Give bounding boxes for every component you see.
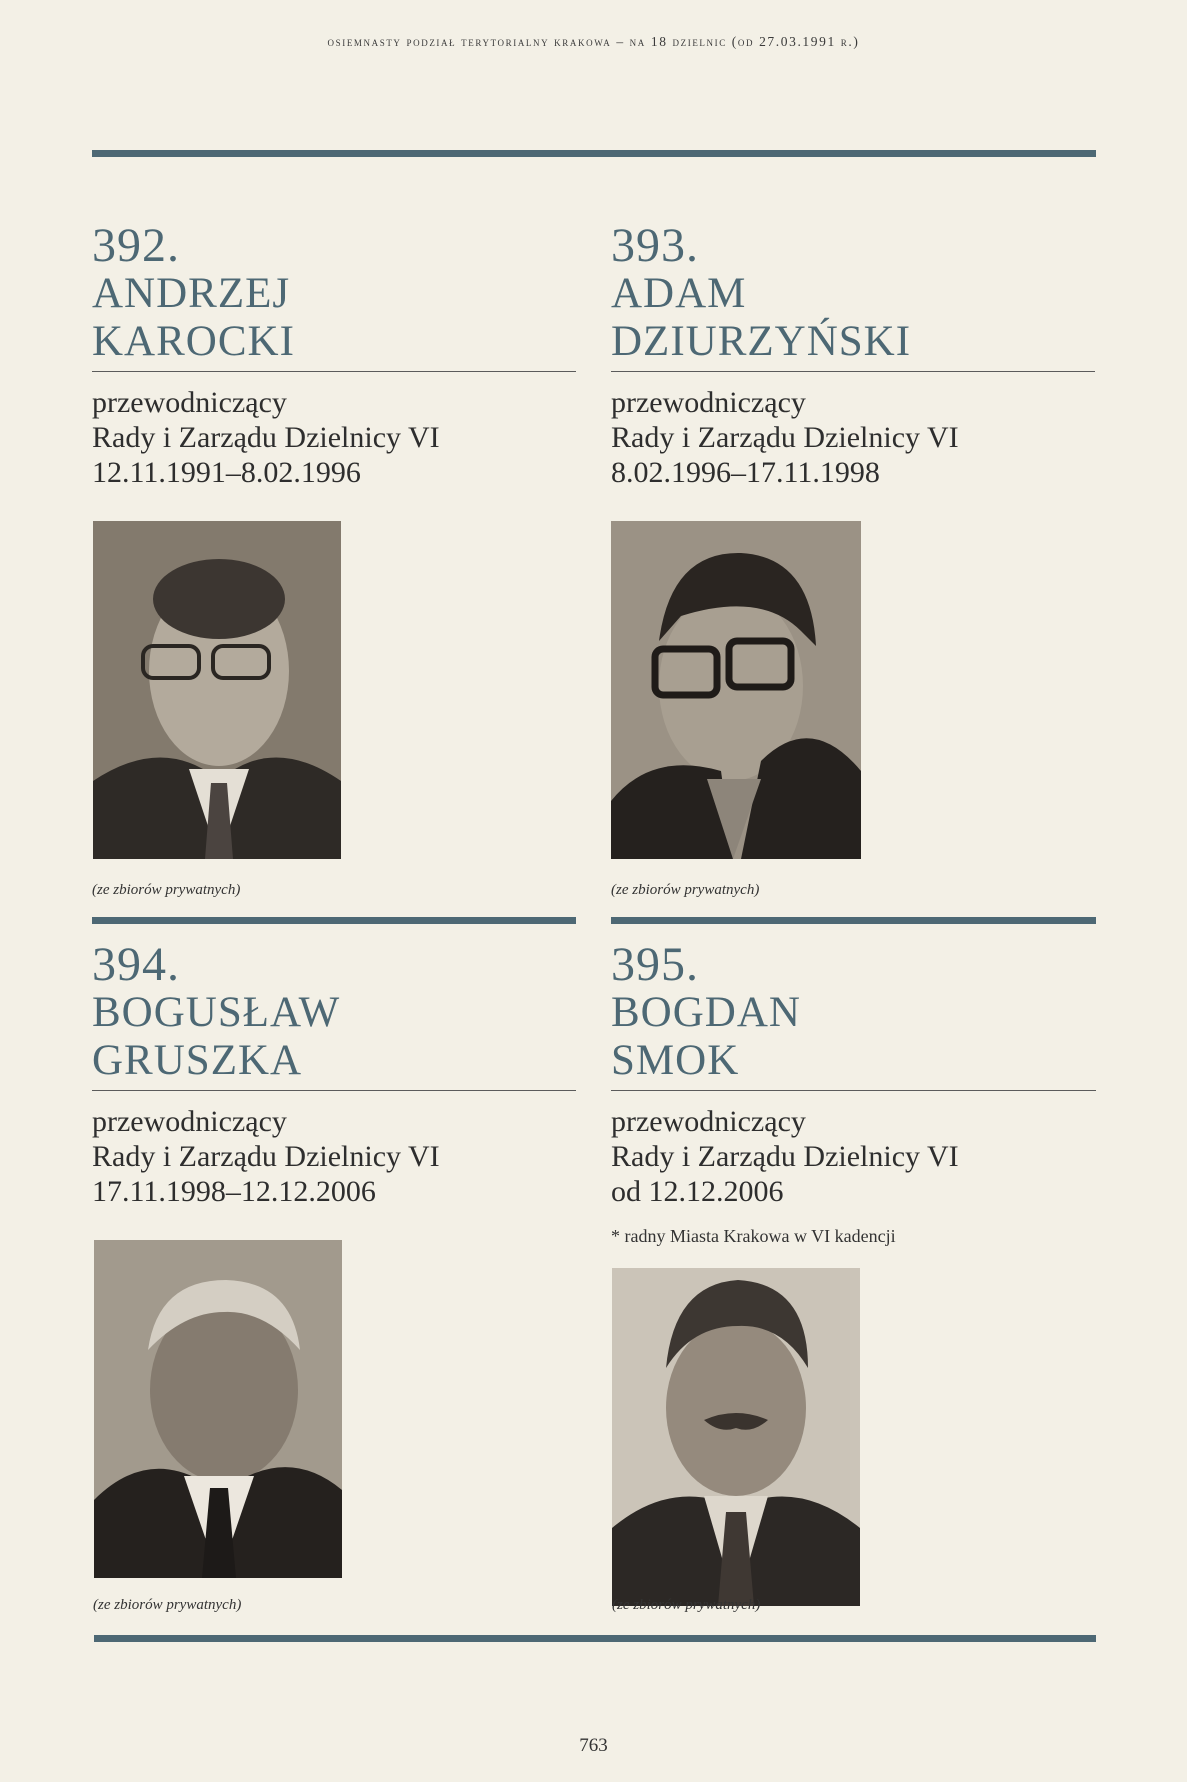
entry-first-name: ANDRZEJ (92, 270, 291, 317)
entry-number: 394. (92, 938, 180, 991)
role-body: Rady i Zarządu Dzielnicy VI (92, 1140, 440, 1173)
entry-392-caption: (ze zbiorów prywatnych) (92, 882, 241, 898)
portrait-photo-392 (93, 521, 341, 859)
entry-393 (611, 219, 1095, 366)
entry-first-name: ADAM (611, 270, 747, 317)
role-body: Rady i Zarządu Dzielnicy VI (611, 421, 959, 454)
entry-last-name: KAROCKI (92, 318, 295, 365)
entry-392-role (92, 385, 440, 490)
entry-393-rule (611, 371, 1095, 372)
entry-395-rule (611, 1090, 1096, 1091)
entry-number: 393. (611, 219, 699, 272)
portrait-photo-393 (611, 521, 861, 859)
role-body: Rady i Zarządu Dzielnicy VI (92, 421, 440, 454)
page-number: 763 (579, 1735, 608, 1756)
entry-394-role (92, 1104, 440, 1209)
entry-last-name: SMOK (611, 1037, 740, 1084)
entry-395-caption: (ze zbiorów prywatnych) (612, 1597, 761, 1613)
entry-392 (92, 219, 576, 366)
role-body: Rady i Zarządu Dzielnicy VI (611, 1140, 959, 1173)
role-dates: 8.02.1996–17.11.1998 (611, 456, 880, 489)
entry-first-name: BOGUSŁAW (92, 989, 341, 1036)
entry-number: 395. (611, 938, 699, 991)
entry-393-caption: (ze zbiorów prywatnych) (611, 882, 760, 898)
entry-394-rule (92, 1090, 576, 1091)
entry-395-role (611, 1104, 959, 1209)
role-title: przewodniczący (92, 386, 287, 419)
entry-394 (92, 938, 576, 1085)
bottom-rule (94, 1635, 1096, 1642)
entry-394-caption: (ze zbiorów prywatnych) (93, 1597, 242, 1613)
entry-last-name: GRUSZKA (92, 1037, 303, 1084)
entry-395-note: * radny Miasta Krakowa w VI kadencji (611, 1226, 896, 1246)
role-title: przewodniczący (611, 1105, 806, 1138)
running-head: osiemnasty podział terytorialny krakowa – na 18 dzielnic (od 27.03.1991 r.) (327, 34, 860, 49)
entry-393-role (611, 385, 959, 490)
entry-392-rule (92, 371, 576, 372)
role-title: przewodniczący (611, 386, 806, 419)
entry-395 (611, 938, 1095, 1085)
role-dates: 17.11.1998–12.12.2006 (92, 1175, 376, 1208)
entry-last-name: DZIURZYŃSKI (611, 318, 912, 365)
role-title: przewodniczący (92, 1105, 287, 1138)
role-dates: od 12.12.2006 (611, 1175, 784, 1208)
portrait-photo-395 (612, 1268, 860, 1606)
role-dates: 12.11.1991–8.02.1996 (92, 456, 361, 489)
portrait-photo-394 (94, 1240, 342, 1578)
mid-rule-left (92, 917, 576, 924)
entry-first-name: BOGDAN (611, 989, 801, 1036)
mid-rule-right (611, 917, 1096, 924)
entry-number: 392. (92, 219, 180, 272)
top-rule (92, 150, 1096, 157)
